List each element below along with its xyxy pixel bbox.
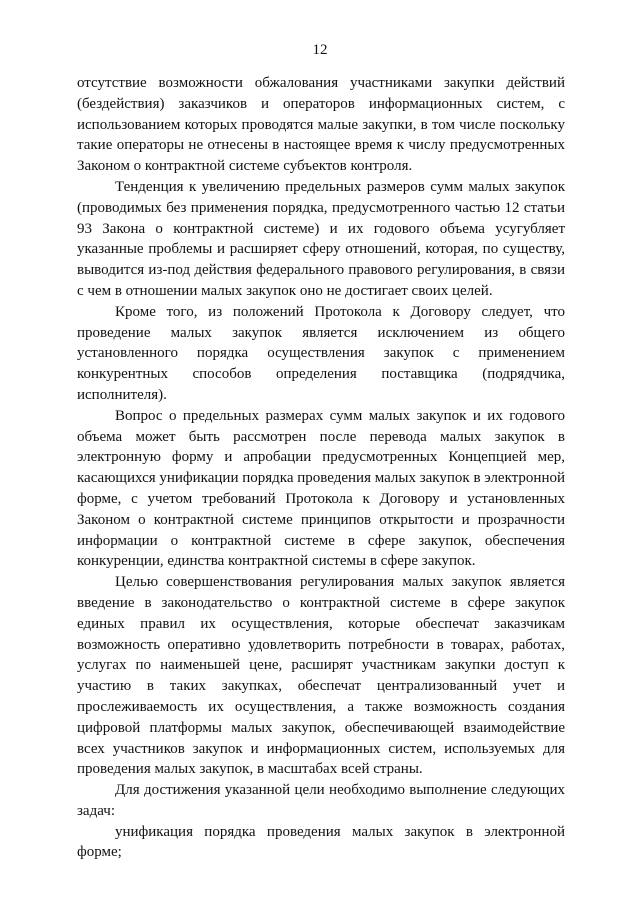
paragraph-threshold-trend: Тенденция к увеличению предельных размеров сумм малых закупок (проводимых без применения порядка, предусмотренного частью 12 статьи 93 Закона о контрактной системе) и их годового объема усугубляет указанные проблемы и расширяет сферу отношений, которая, по существу, выводится из-под действия федерального правового регулирования, в связи с чем в отношении малых закупок оно не достигает своих целей. (77, 178, 565, 299)
paragraph-contesting-absence: отсутствие возможности обжалования участниками закупки действий (бездействия) заказчиков и операторов информационных систем, с использованием которых проводятся малые закупки, в том числе поскольку такие операторы не отнесены в настоящее время к числу предусмотренных Законом о контрактной системе субъектов контроля. (77, 75, 565, 175)
page-number: 12 (312, 42, 328, 58)
document-body (77, 73, 565, 863)
list-item-unification: унификация порядка проведения малых закупок в электронной форме; (77, 823, 565, 861)
paragraph-protocol-exception: Кроме того, из положений Протокола к Договору следует, что проведение малых закупок является исключением из общего установленного порядка осуществления закупок с применением конкурентных способов определения поставщика (подрядчика, исполнителя). (77, 303, 565, 403)
paragraph-regulation-goal: Целью совершенствования регулирования малых закупок является введение в законодательство о контрактной системе в сфере закупок единых правил их осуществления, которые обеспечат заказчикам возможность оперативно удовлетворить потребности в товарах, работах, услугах по наименьшей цене, расширят участникам закупки доступ к участию в таких закупках, обеспечат централизованный учет и прослеживаемость их осуществления, а также возможность создания цифровой платформы малых закупок, обеспечивающей взаимодействие всех участников закупок и информационных систем, используемых для проведения малых закупок, в масштабах всей страны. (77, 574, 565, 778)
paragraph-tasks-intro: Для достижения указанной цели необходимо выполнение следующих задач: (77, 782, 565, 819)
paragraph-threshold-question: Вопрос о предельных размерах сумм малых закупок и их годового объема может быть рассмотрен после перевода малых закупок в электронную форму и апробации предусмотренных Концепцией мер, касающихся унификации порядка проведения малых закупок в электронной форме, с учетом требований Протокола к Договору и установленных Законом о контрактной системе принципов открытости и прозрачности информации о контрактной системе в сфере закупок, обеспечения конкуренции, единства контрактной системы в сфере закупок. (77, 407, 565, 570)
